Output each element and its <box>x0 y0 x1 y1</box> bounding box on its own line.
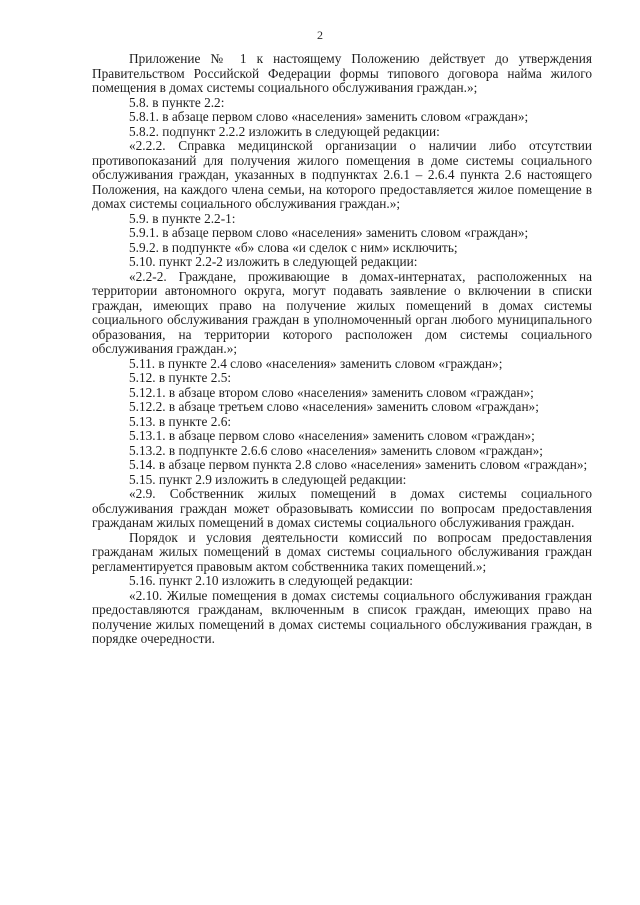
paragraph-5-10: 5.10. пункт 2.2-2 изложить в следующей редакции: <box>129 254 418 269</box>
paragraph-5-16: 5.16. пункт 2.10 изложить в следующей редакции: <box>129 573 413 588</box>
paragraph-2-9-commissions: «2.9. Собственник жилых помещений в домах системы социального обслуживания граждан может образовывать комиссии по вопросам предоставления гражданам жилых помещений в домах системы социального обслуживания граждан. <box>92 486 592 530</box>
paragraph-2-2-2-text: «2.2.2. Справка медицинской организации о наличии либо отсутствии противопоказаний для получения жилого помещения в доме системы социального обслуживания граждан, указанных в подпунктах 2.6.1 – 2.6.4 пункта 2.6 настоящего Положения, на каждого члена семьи, на которого предоставляется жилое помещение в домах системы социального обслуживания граждан.»; <box>92 138 592 211</box>
paragraph-5-11: 5.11. в пункте 2.4 слово «населения» заменить словом «граждан»; <box>129 355 503 371</box>
document-body <box>92 52 592 647</box>
paragraph-5-8: 5.8. в пункте 2.2: <box>129 94 225 110</box>
paragraph-5-12-1: 5.12.1. в абзаце втором слово «населения» заменить словом «граждан»; <box>129 384 534 400</box>
paragraph-2-10-text: «2.10. Жилые помещения в домах системы социального обслуживания граждан предоставляются гражданам, включенным в список граждан, имеющих право на получение жилых помещений в домах системы социального обслуживания граждан, в порядке очередности. <box>92 587 592 646</box>
paragraph-5-12: 5.12. в пункте 2.5: <box>129 370 232 385</box>
paragraph-5-15: 5.15. пункт 2.9 изложить в следующей редакции: <box>129 471 407 487</box>
paragraph-5-9: 5.9. в пункте 2.2-1: <box>129 210 236 226</box>
paragraph-5-8-1: 5.8.1. в абзаце первом слово «населения» заменить словом «граждан»; <box>129 109 529 124</box>
paragraph-5-8-2: 5.8.2. подпункт 2.2.2 изложить в следующей редакции: <box>129 123 440 139</box>
paragraph-5-14: 5.14. в абзаце первом пункта 2.8 слово «населения» заменить словом «граждан»; <box>129 457 588 472</box>
paragraph-5-12-2: 5.12.2. в абзаце третьем слово «населения» заменить словом «граждан»; <box>129 399 539 414</box>
paragraph-5-13: 5.13. в пункте 2.6: <box>129 413 232 429</box>
paragraph-5-9-1: 5.9.1. в абзаце первом слово «населения» заменить словом «граждан»; <box>129 225 529 240</box>
paragraph-2-2-2-residents: «2.2-2. Граждане, проживающие в домах-интернатах, расположенных на территории автономного округа, могут подавать заявление о включении в списки граждан, имеющих право на получение жилых помещений в домах системы социального обслуживания граждан в уполномоченный орган любого муниципального образования, на территории которого расположен дом системы социального обслуживания граждан.»; <box>92 268 592 356</box>
paragraph-2-9-procedure: Порядок и условия деятельности комиссий по вопросам предоставления гражданам жилых помещений в домах системы социального обслуживания граждан регламентируется правовым актом собственника таких помещений.»; <box>92 529 592 574</box>
paragraph-5-13-1: 5.13.1. в абзаце первом слово «населения» заменить словом «граждан»; <box>129 428 535 443</box>
paragraph-appendix-note: Приложение № 1 к настоящему Положению действует до утверждения Правительством Российской Федерации формы типового договора найма жилого помещения в домах системы социального обслуживания граждан.»; <box>92 51 592 95</box>
paragraph-5-9-2: 5.9.2. в подпункте «б» слова «и сделок с ним» исключить; <box>129 239 458 255</box>
paragraph-5-13-2: 5.13.2. в подпункте 2.6.6 слово «населения» заменить словом «граждан»; <box>129 442 543 458</box>
page-number: 2 <box>317 28 323 42</box>
